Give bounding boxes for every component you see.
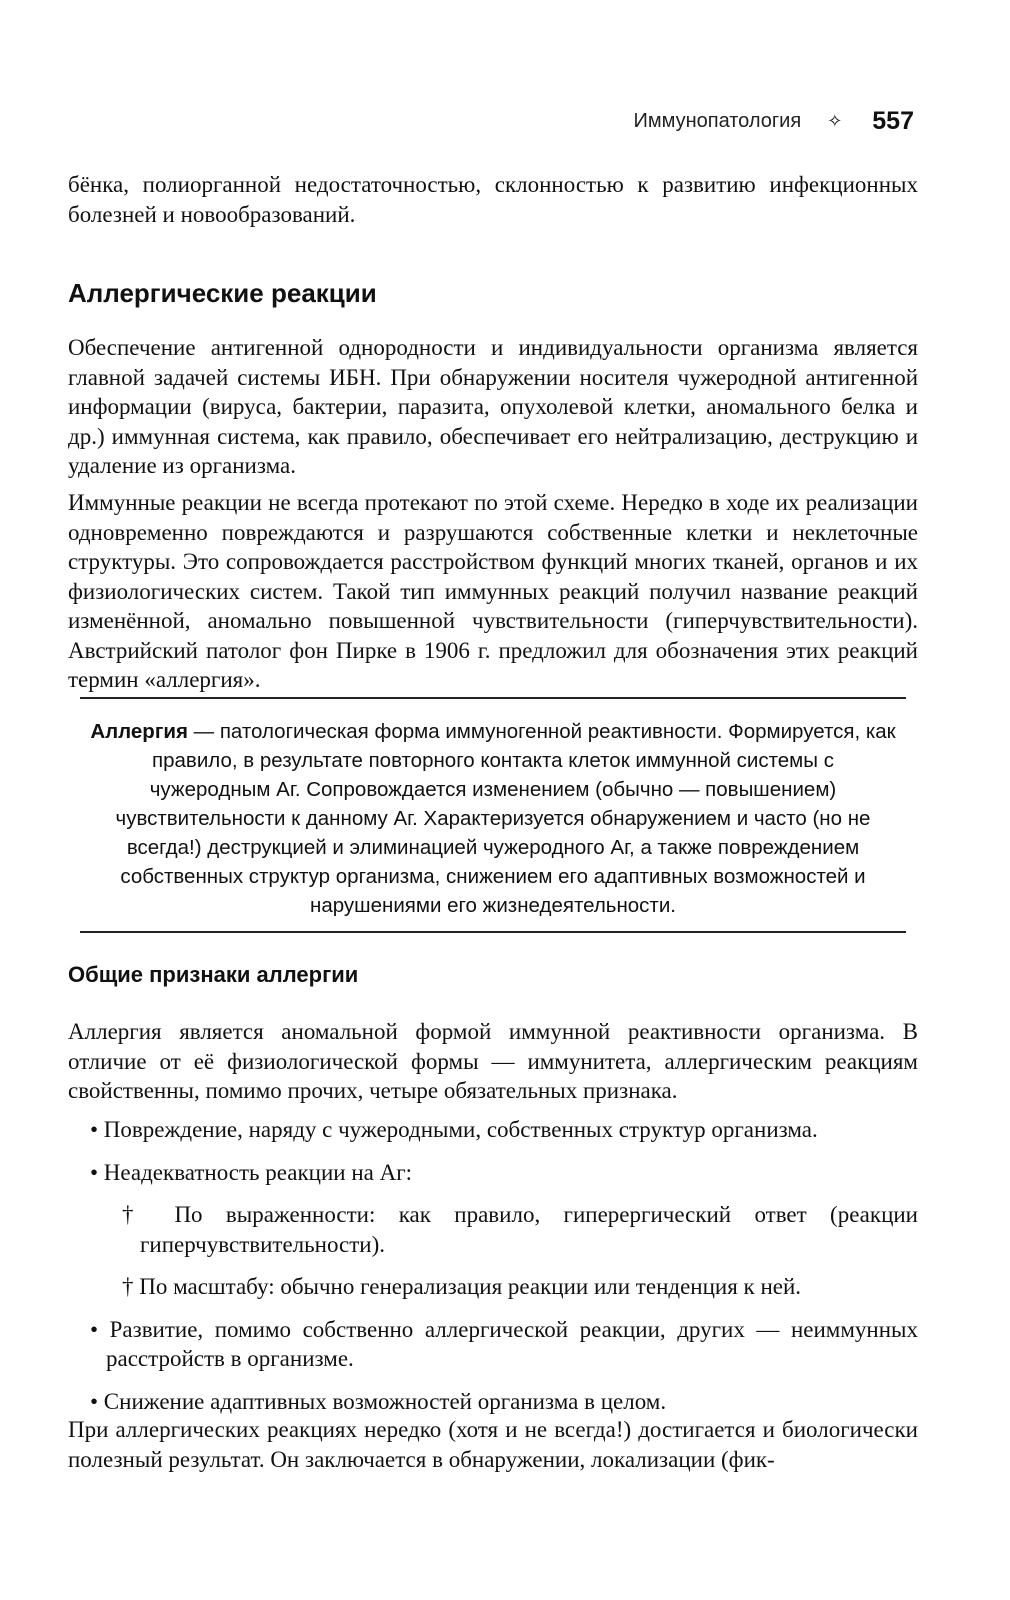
list-item: • Неадекватность реакции на Аг: <box>90 1159 413 1185</box>
list-item: • Снижение адаптивных возможностей организма в целом. <box>90 1388 667 1414</box>
diamond-separator-icon: ✧ <box>827 110 843 131</box>
subsection-heading: Общие признаки аллергии <box>68 962 359 987</box>
closing-paragraph: При аллергических реакциях нередко (хотя и не всегда!) достигается и биологически полезный результат. Он заключается в обнаружении, локализации (фик- <box>68 1417 918 1472</box>
body-paragraph-1: Обеспечение антигенной однородности и индивидуальности организма является главной задачей системы ИБН. При обнаружении носителя чужеродной антигенной информации (вируса, бактерии, паразита, опухолевой клетки, аномального белка и др.) иммунная система, как правило, обеспечивает его нейтрализацию, деструкцию и удаление из организма. <box>68 335 918 478</box>
body-paragraph-2: Иммунные реакции не всегда протекают по этой схеме. Нередко в ходе их реализации одновременно повреждаются и разрушаются собственные клетки и неклеточные структуры. Это сопровождается расстройством функций многих тканей, органов и их физиологических систем. Такой тип иммунных реакций получил название реакций изменённой, аномально повышенной чувствительности (гиперчувствительности). Австрийский патолог фон Пирке в 1906 г. предложил для обозначения этих реакций термин «аллергия». <box>68 490 918 692</box>
definition-term: Аллергия <box>90 720 188 743</box>
sub-list-item: † По масштабу: обычно генерализация реакции или тенденция к ней. <box>122 1274 802 1299</box>
list-item: • Развитие, помимо собственно аллергической реакции, других — неиммунных расстройств в организме. <box>90 1316 918 1371</box>
definition-box <box>80 697 906 933</box>
continuation-paragraph: бёнка, полиорганной недостаточностью, склонностью к развитию инфекционных болезней и новообразований. <box>68 172 918 227</box>
page-number: 557 <box>872 106 914 135</box>
running-header <box>68 103 918 139</box>
signs-list <box>68 1115 918 1416</box>
list-item: • Повреждение, наряду с чужеродными, собственных структур организма. <box>90 1117 818 1142</box>
definition-text <box>90 717 896 920</box>
sub-list-item: † По выраженности: как правило, гиперергический ответ (реакции гиперчувствительности). <box>122 1202 918 1257</box>
subsection-intro: Аллергия является аномальной формой иммунной реактивности организма. В отличие от её физиологической формы — иммунитета, аллергическим реакциям свойственны, помимо прочих, четыре обязательных признака. <box>68 1019 918 1103</box>
section-heading: Аллергические реакции <box>68 278 377 308</box>
running-header-title: Иммунопатология <box>633 109 802 132</box>
definition-body: — патологическая форма иммуногенной реактивности. Формируется, как правило, в результате повторного контакта клеток иммунной системы с чужеродным Аг. Сопровождается изменением (обычно — повышением) чувствительности к данному Аг. Характеризуется обнаружением и часто (но не всегда!) деструкцией и элиминацией чужеродного Аг, а также повреждением собственных структур организма, снижением его адаптивных возможностей и нарушениями его жизнедеятельности. <box>115 720 896 917</box>
